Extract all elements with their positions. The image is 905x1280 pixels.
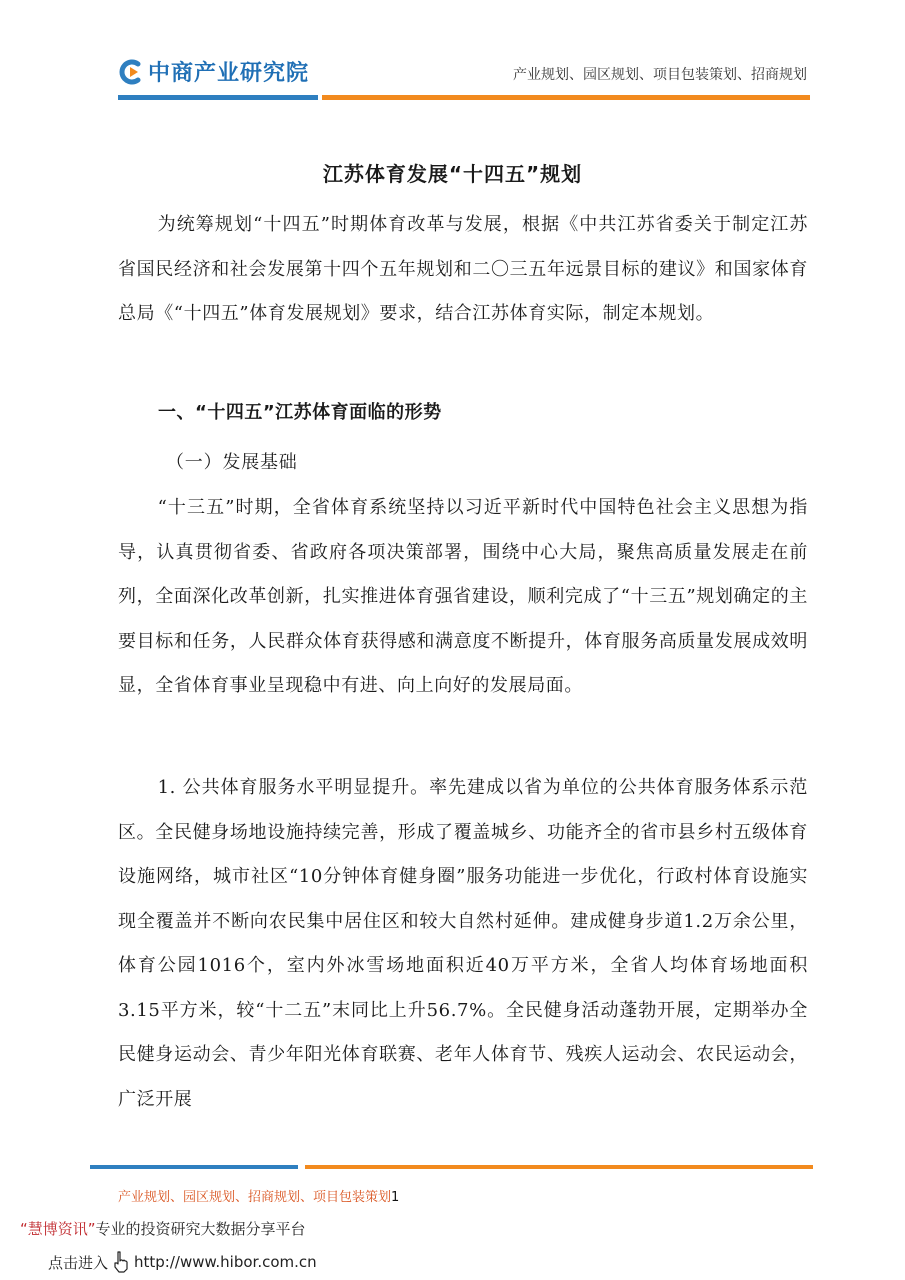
header-divider-blue	[118, 95, 318, 100]
company-logo	[118, 56, 309, 87]
footer-divider-blue	[90, 1165, 298, 1169]
page-header	[0, 0, 905, 105]
page-number: 1	[391, 1190, 400, 1205]
pointing-hand-icon	[111, 1250, 131, 1274]
hibor-link-row[interactable]	[48, 1250, 317, 1274]
logo-text: 中商产业研究院	[148, 61, 310, 86]
hibor-url-link[interactable]: http://www.hibor.com.cn	[134, 1253, 317, 1271]
footer-services	[118, 1186, 399, 1205]
promo-text: 专业的投资研究大数据分享平台	[95, 1220, 306, 1238]
promo-brand: “慧博资讯”	[20, 1220, 96, 1238]
footer-services-text: 产业规划、园区规划、招商规划、项目包装策划	[118, 1190, 392, 1205]
intro-paragraph: 为统筹规划“十四五”时期体育改革与发展，根据《中共江苏省委关于制定江苏省国民经济和社会发展第十四个五年规划和二〇三五年远景目标的建议》和国家体育总局《“十四五”体育发展规划》要求，结合江苏体育实际，制定本规划。	[118, 214, 808, 324]
c-arc-logo-icon	[118, 59, 144, 85]
document-title: 江苏体育发展“十四五”规划	[322, 162, 583, 186]
basis-paragraph: “十三五”时期，全省体育系统坚持以习近平新时代中国特色社会主义思想为指导，认真贯彻省委、省政府各项决策部署，围绕中心大局，聚焦高质量发展走在前列，全面深化改革创新，扎实推进体育强省建设，顺利完成了“十三五”规划确定的主要目标和任务，人民群众体育获得感和满意度不断提升，体育服务高质量发展成效明显，全省体育事业呈现稳中有进、向上向好的发展局面。	[118, 497, 808, 696]
header-tagline: 产业规划、园区规划、项目包装策划、招商规划	[513, 67, 807, 83]
item1-paragraph: 1. 公共体育服务水平明显提升。率先建成以省为单位的公共体育服务体系示范区。全民健身场地设施持续完善，形成了覆盖城乡、功能齐全的省市县乡村五级体育设施网络，城市社区“10分钟体育健身圈”服务功能进一步优化，行政村体育设施实现全覆盖并不断向农民集中居住区和较大自然村延伸。建成健身步道1.2万余公里，体育公园1016个，室内外冰雪场地面积近40万平方米，全省人均体育场地面积3.15平方米，较“十二五”末同比上升56.7%。全民健身活动蓬勃开展，定期举办全民健身运动会、青少年阳光体育联赛、老年人体育节、残疾人运动会、农民运动会，广泛开展	[118, 777, 808, 1110]
promo-line	[20, 1218, 306, 1239]
footer-divider-orange	[305, 1165, 813, 1169]
section-heading: 一、“十四五”江苏体育面临的形势	[158, 402, 442, 423]
header-divider-orange	[322, 95, 810, 100]
link-prefix: 点击进入	[48, 1253, 109, 1272]
subsection-heading: （一）发展基础	[166, 452, 298, 473]
